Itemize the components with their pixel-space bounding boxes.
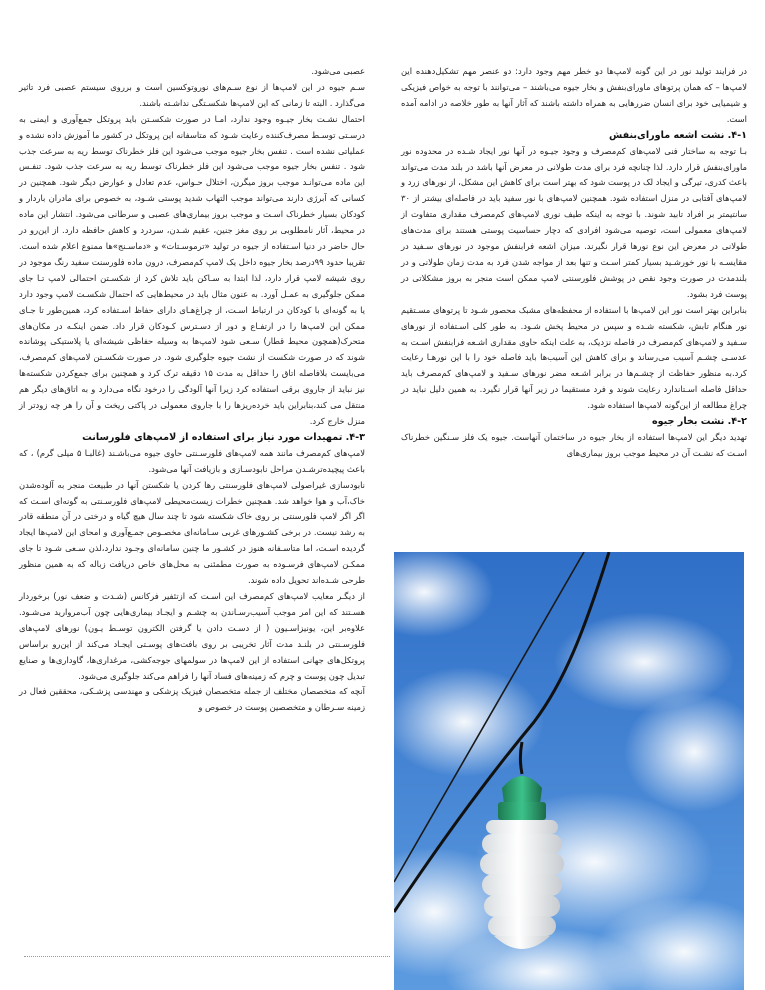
section-measures-paragraph-3: از دیگـر معایب لامپ‌های کم‌مصرف این اسـت که ازتئفیر فرکانس (شـدت و ضعف نور) برخوردار هسـتند که این امر موجب آسیب‌رسـاندن به چشـم و ایجـاد بیماری‌هایی چون آب‌مروارید می‌شـود. علاوه‌بر این، یونیزاسـیون ( از دسـت دادن یا گرفتن الکترون توسـط یـون) نورهای لامپ‌های فلورسـنتی در بلنـد مدت آثار تخریبی بر روی بافت‌های پوسـتی ایجـاد می‌کند از این‌رو براساس پروتکل‌های جهانی استفاده از این لامپ‌ها در سولمهای جوجه‌کشی، مرغداری‌ها، گاوداری‌ها و صنایع تبدیل چون پوست و چرم که زمینه‌های فساد آنها را فراهم می‌کند جلوگیری می‌شود. <box>19 591 365 681</box>
bulb-illustration <box>394 552 744 990</box>
continued-paragraph-2: سـم جیوه در این لامپ‌ها از نوع سـم‌های نوروتوکسین است و برروی سیستم عصبی فرد تاثیر می‌گذارد . البته تا زمانی که این لامپ‌ها شکسـتگی نداشـته باشند. <box>19 81 365 108</box>
section-mercury-paragraph: تهدید دیگر این لامپ‌ها استفاده از بخار جیوه در ساختمان آنهاست. جیوه یک فلز سـنگین خطرناک اسـت که نشـت آن در محیط موجب بروز بیماری‌های <box>401 432 747 458</box>
section-mercury-heading: ۴-۲. نشت بخار جیوه <box>651 416 747 428</box>
hanging-cord <box>521 742 523 774</box>
intro-paragraph: در فرایند تولید نور در این گونه لامپ‌ها دو خطر مهم وجود دارد: دو عنصر مهم تشکیل‌دهنده این لامپ‌ها – که همان پرتوهای ماورای‌بنفش و بخار جیوه می‌باشند – می‌توانند با توجه به خواص فیزیکی و شیمیایی خود برای انسان ضررهایی به همراه داشته باشند که آثار آنها به طور خلاصه در ادامه آمده است. <box>401 66 747 124</box>
socket-base <box>498 802 546 820</box>
continued-paragraph-3: احتمال نشـت بخار جیـوه وجود ندارد، امـا در صورت شکسـتن باید پروتکل جمع‌آوری و ایمنی به درسـتی توسـط مصرف‌کننده رعایت شـود که متاسفانه این پروتکل در کشور ما آموزش داده نشده و عملیاتی نشده است . تنفس بخار جیوه موجب می‌شود این فلز خطرناک توسط ریه به سرعت جذب شود . تنفس بخار جیوه موجب می‌شود این فلز خطرناک توسط ریه به سرعت جذب شود. تنفـس این ماده می‌توانـد موجب بروز میگرن، اختلال حـواس، عدم تعادل و عوارض دیگر شود. همچنین در کسانی که آبرژی دارند می‌تواند موجب التهاب شدید پوستی شـود، به خصوص برای مادران باردار و کودکان بسیار خطرناک اسـت و موجب بروز بیماری‌های عصبی و سرطانی می‌شود. انتشار این ماده در محیط، آثار نامطلوبی بر روی مغز جنین، عقیم شـدن، سردرد و کاهش حافظه دارد. از این‌رو در حال حاضر در دنیا اسـتفاده از جیوه در تولید «ترموسـتات» و «دماسـنج»ها ممنوع اعلام شده است. تقریبا حدود ۹۹درصد بخار جیوه داخل یک لامپ کم‌مصرف، درون ماده فلورسنت سفید رنگ موجود در روی شیشه لامپ قرار دارد، لذا ابتدا به سـاکن باید تلاش کرد از شکسـتن احتمالی لامپ تـا جای ممکن جلوگیری به عمـل آورد. به عنون مثال باید در محیط‌هایی که احتمال شکسـت لامپ وجود دارد یا به گونه‌ای با کودکان در ارتباط اسـت، از چراغ‌هـای دارای حفاظ اسـتفاده کرد، همین‌طور تا جـای ممکن این لامپ‌ها را در ارتفـاع و دور از دسـترس کـودکان قرار داد. ضمن اینکـه در مکان‌های متحرک(همچون محیط قطار) سـعی شود لامپ‌ها به وسیله حفاظی شیشه‌ای یا پلاستیکی پوشانده شوند که در صورت شکست از نشت جیوه جلوگیری شود. در صورت شکسـتن لامپ‌های کم‌مصرف، می‌بایست بلافاصله اتاق را حداقل به مدت ۱۵ دقیقه ترک کرد و همچنین برای جمع‌کردن شکسته‌ها نیز نباید از جاروی برقی استفاده کرد زیرا آنها آلودگی را درخود نگاه می‌دارد و به اتاق‌های دیگر هم منتقل می کند،بنابراین باید خرده‌ریزها را با جاروی معمولی در پاکتی ریخت و آن را هر چه زودتر از منزل خارج کرد. <box>19 113 366 426</box>
section-uv-heading: ۴-۱. نشت اشعه ماورای‌بنفش <box>609 129 747 141</box>
section-uv-paragraph-2: بنابراین بهتر است نور این لامپ‌ها با استفاده از محفظه‌های مشبک محصور شـود تا پرتوهای مسـتقیم نور هنگام تابش، شکسته شـده و سپس در محیط پخش شـود. به طور کلی اسـتفاده از نورهای سـفید و لامپ‌های کم‌مصرف در فاصله نزدیک، به علت اینکه حاوی مقداری اشـعه فرابنفش اسـت به عدسـی چشـم آسیب می‌رساند و برای کاهش این آسیب‌ها باید فاصله خود را با این نورهـا رعایت کرد.به منظور حفاظت از چشـم‌ها در برابر اشـعه مضر نورهای سـفید و لامپ‌های کم‌مصرف باید حداقل فاصله اسـتاندارد رعایت شوند و فرد مستقیما در زیر آنها قرار نگیرد. به همین دلیل نباید در چراغ مطالعه از این‌گونه لامپ‌ها استفاده شود. <box>401 304 747 411</box>
section-measures-heading: ۴-۳. تمهیدات مورد نیاز برای استفاده از لامپ‌های فلورسانت <box>82 431 365 443</box>
footer-divider <box>24 956 390 957</box>
section-uv-paragraph-1: بـا توجه به ساختار فنی لامپ‌های کم‌مصرف و وجود جیـوه در آنها نور ایجاد شـده در محدوده نور ماورای‌بنفش قرار دارد. لذا چنانچه فرد برای مدت طولانی در معرض آنها باشد در بلند مدت می‌تواند باعث کدری، تیرگی و ایجاد لک در پوست شود که بهتر است برای کاهش این مشکل، از نورهای زرد و لامپ‌های آفتابی در منزل استفاده شود. همچنین لامپ‌های با نور سفید باید در فاصله‌ای بیشتر از ۳۰ سانتیمتر بر افراد تابید شوند. با توجه به اینکه طیف نوری لامپ‌های کم‌مصرف مقداری متفاوت از لامپ‌های معمولی است، توصیه می‌شود افرادی که دچار حساسیت پوستی هستند برای مدت‌های طولانی در معرض این نوع نورها قرار نگیرند. میزان اشعه فرابنفش موجود در نورهای سـفید در مقایسـه با نور خورشـید بسیار کمتر اسـت و تنها بعد از مواجه شدن فرد به مدت زمان طولانی و در بلندمدت در صورت وجود نقص در پوشش فلورسنتی لامپ ممکن است منجر به بروز مشکلاتی در پوست فرد بشود. <box>401 145 747 299</box>
section-measures-paragraph-2: نابودسازی غیراصولی لامپ‌های فلورسنتی رها کردن یا شکستن آنها در طبیعت منجر به آلوده‌شدن خاک،آب و هوا خواهد شد. همچنین خطرات زیست‌محیطی لامپ‌های فلورسـنتی به گونه‌ای اسـت که اگر اگر لامپ فلورسنتی بر روی خاک شکسته شود تا چند سال هیچ گیاه و درختی در آن منطقه قادر به رشد نیست. در برخی کشـورهای غربی سـامانه‌ای مخصـوص جمـع‌آوری و امحای این لامپ‌ها ایجاد گردیده اسـت، اما متاسـفانه هنوز در کشـور ما چنین سامانه‌ای وجـود ندارد،لذن سـعی شـود تا جای ممکـن لامپ‌های فرسـوده به صورت مطمئنی به محل‌های خاص دریافت زباله که به همین منظور طرحی شـده‌اند تحویل داده شوند. <box>19 479 365 586</box>
continued-paragraph-1: عصبی می‌شود. <box>311 66 365 76</box>
fluorescent-bulb-photo <box>394 552 744 990</box>
section-measures-paragraph-4: آنچه که متخصصان مختلف از جمله متخصصان فیزیک پزشکی و مهندسی پزشـکی، محققین فعال در زمینه سـرطان و متخصصین پوست در خصوص و <box>19 686 365 713</box>
right-column <box>401 64 747 462</box>
bulb-spiral <box>480 820 564 949</box>
section-measures-paragraph-1: لامپ‌های کم‌مصرف مانند همه لامپ‌های فلورسـنتی حاوی جیوه می‌باشـند (غالبـا ۵ میلی گرم) ، که باعث پیچیده‌ترشـدن مراحل نابودسـازی و بازیافت آنها می‌شود. <box>19 447 365 474</box>
left-column <box>19 64 365 716</box>
